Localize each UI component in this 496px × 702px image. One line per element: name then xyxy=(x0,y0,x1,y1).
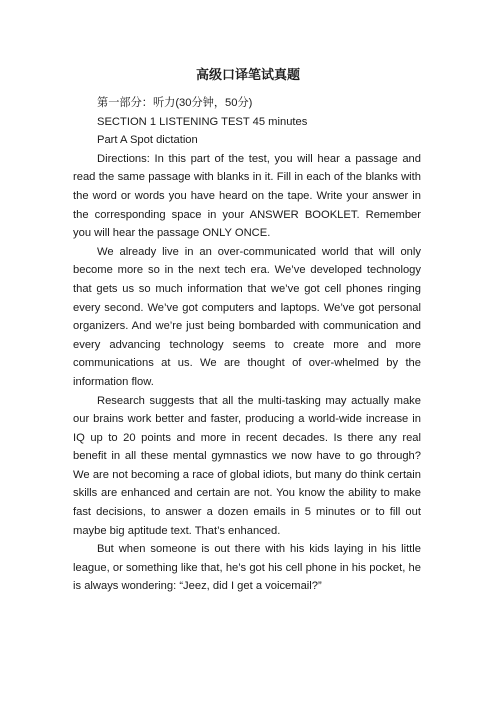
body-paragraph: But when someone is out there with his kids laying in his little league, or something like that, he’s got his cell phone in his pocket, he is always wondering: “Jeez, did I get a voicemail?” xyxy=(73,543,421,593)
part-heading: Part A Spot dictation xyxy=(97,134,198,147)
directions-paragraph: Directions: In this part of the test, you will hear a passage and read the same passage with blanks in it. Fill in each of the blanks with the word or words you have heard on the tape. Write your answer in the corresponding space in your ANSWER BOOKLET. Remember you will hear the passage ONLY ONCE. xyxy=(73,152,421,240)
section-heading-english: SECTION 1 LISTENING TEST 45 minutes xyxy=(97,115,308,128)
document-body xyxy=(73,94,421,596)
body-paragraph: Research suggests that all the multi-tasking may actually make our brains work better and faster, producing a world-wide increase in IQ up to 20 points and more in recent decades. Is there any real benefit in all these mental gymnastics we now have to go through? We are not becoming a race of global idiots, but many do think certain skills are enhanced and certain are not. You know the ability to make fast decisions, to answer a dozen emails in 5 minutes or to fill out maybe big aptitude text. That’s enhanced. xyxy=(73,394,421,537)
document-title: 高级口译笔试真题 xyxy=(195,68,300,83)
section-heading-chinese: 第一部分：听力(30分钟，50分) xyxy=(97,97,253,109)
body-paragraph: We already live in an over-communicated world that will only become more so in the next tech era. We’ve developed technology that gets us so much information that we’ve got cell phones ringing every second. We’ve got computers and laptops. We’ve got personal organizers. And we’re just being bombarded with communication and every advancing technology seems to create more and more communications at us. We are thought of over-whelmed by the information flow. xyxy=(73,245,421,388)
